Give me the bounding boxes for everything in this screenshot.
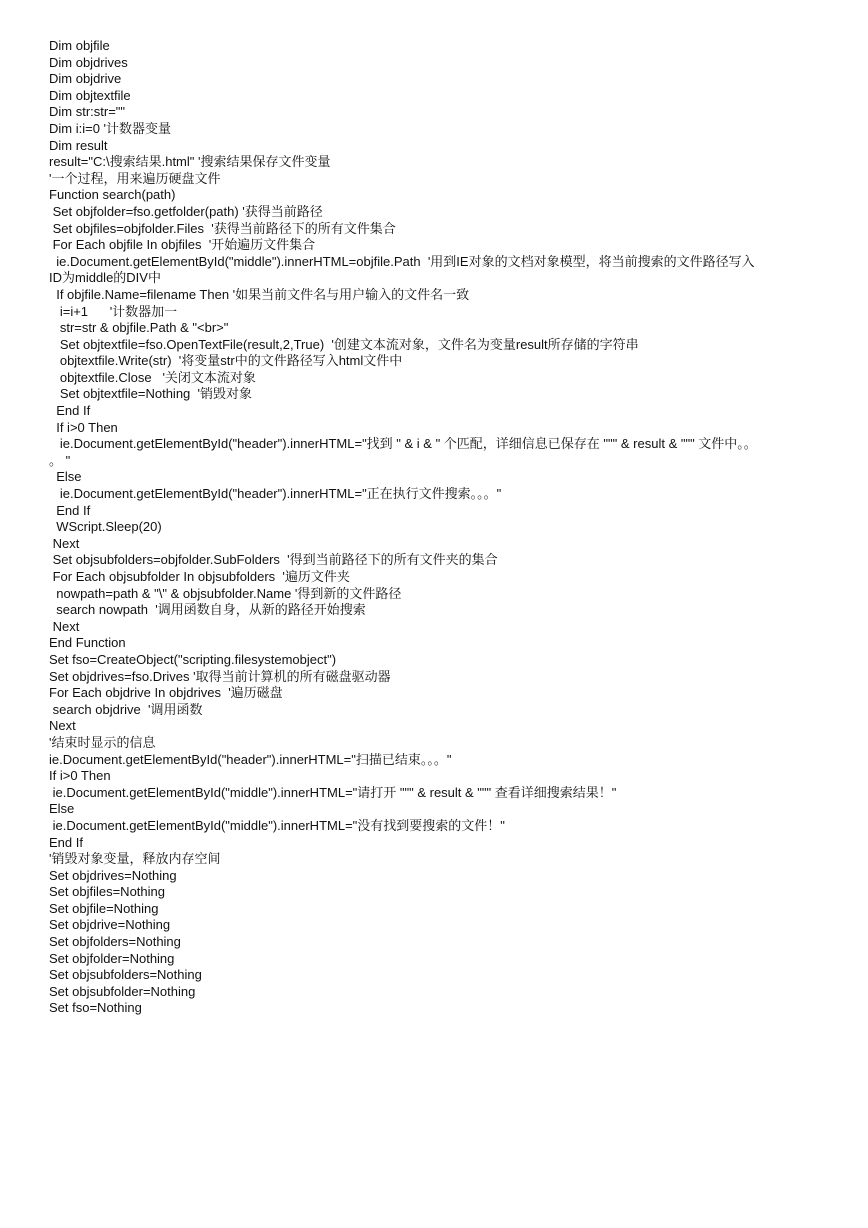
code-line: For Each objsubfolder In objsubfolders '遍历文件夹 <box>49 569 350 584</box>
code-line: ID为middle的DIV中 <box>49 270 161 286</box>
code-line: Set objsubfolders=objfolder.SubFolders '得到当前路径下的所有文件夹的集合 <box>49 552 498 568</box>
code-line: ie.Document.getElementById("middle").innerHTML="没有找到要搜索的文件！" <box>49 817 505 833</box>
code-line: i=i+1 '计数器加一 <box>49 303 178 319</box>
code-line: Function search(path) <box>49 187 176 203</box>
code-line: WScript.Sleep(20) <box>49 519 162 535</box>
code-line: Set objdrives=fso.Drives '取得当前计算机的所有磁盘驱动器 <box>49 668 391 684</box>
code-line: End If <box>49 403 91 419</box>
code-line: Else <box>49 469 82 485</box>
code-line: str=str & objfile.Path & "<br>" <box>49 320 229 336</box>
code-line: End Function <box>49 635 126 651</box>
code-line: Set objsubfolders=Nothing <box>49 967 202 983</box>
code-line: Set objfiles=objfolder.Files '获得当前路径下的所有文件集合 <box>49 220 396 236</box>
code-line: ie.Document.getElementById("header").innerHTML="找到 " & i & " 个匹配，详细信息已保存在 """ & result & """ 文件中。。 <box>49 436 757 452</box>
code-line: Set objsubfolder=Nothing <box>49 983 196 999</box>
code-line: Set objfolders=Nothing <box>49 934 181 950</box>
code-line: '销毁对象变量，释放内存空间 <box>49 851 221 867</box>
code-line: ie.Document.getElementById("middle").innerHTML="请打开 """ & result & """ 查看详细搜索结果！" <box>49 784 617 800</box>
code-line: Set objdrives=Nothing <box>49 867 177 883</box>
code-line: Set objtextfile=fso.OpenTextFile(result,2,True) '创建文本流对象，文件名为变量result所存储的字符串 <box>49 336 639 352</box>
code-line: nowpath=path & "\" & objsubfolder.Name '得到新的文件路径 <box>49 585 402 601</box>
code-line: Dim str:str="" <box>49 104 126 120</box>
code-line: ie.Document.getElementById("middle").innerHTML=objfile.Path '用到IE对象的文档对象模型，将当前搜索的文件路径写入 <box>49 253 755 269</box>
vbscript-code-block <box>49 38 829 1017</box>
code-line: If i>0 Then <box>49 768 111 784</box>
code-line: End If <box>49 834 83 850</box>
code-line: Dim result <box>49 137 108 153</box>
code-line: Set fso=Nothing <box>49 1000 142 1016</box>
code-line: Dim objtextfile <box>49 87 131 103</box>
code-line: '一个过程，用来遍历硬盘文件 <box>49 170 221 186</box>
code-line: ie.Document.getElementById("header").innerHTML="扫描已结束。。。" <box>49 751 452 767</box>
code-line: Dim objdrive <box>49 71 122 87</box>
code-line: Set objfile=Nothing <box>49 900 159 916</box>
code-line: objtextfile.Close '关闭文本流对象 <box>49 369 256 385</box>
code-line: Dim objfile <box>49 38 110 53</box>
code-line: Dim objdrives <box>49 54 128 70</box>
code-line: If objfile.Name=filename Then '如果当前文件名与用户输入的文件名一致 <box>49 286 470 302</box>
code-line: search nowpath '调用函数自身，从新的路径开始搜索 <box>49 602 366 618</box>
code-line: For Each objdrive In objdrives '遍历磁盘 <box>49 685 283 701</box>
code-line: Next <box>49 718 76 734</box>
code-line: Dim i:i=0 '计数器变量 <box>49 120 172 136</box>
code-line: If i>0 Then <box>49 419 118 435</box>
code-line: Set objtextfile=Nothing '销毁对象 <box>49 386 252 402</box>
code-line: End If <box>49 502 91 518</box>
code-line: Set objfiles=Nothing <box>49 884 165 900</box>
code-line: objtextfile.Write(str) '将变量str中的文件路径写入html文件中 <box>49 353 403 369</box>
code-line: Set objfolder=Nothing <box>49 950 175 966</box>
code-line: Set objdrive=Nothing <box>49 917 171 933</box>
code-line: search objdrive '调用函数 <box>49 701 203 717</box>
code-line: ie.Document.getElementById("header").innerHTML="正在执行文件搜索。。。" <box>49 486 502 502</box>
code-line: Else <box>49 801 75 817</box>
code-line: '结束时显示的信息 <box>49 734 156 750</box>
code-line: Set fso=CreateObject("scripting.filesystemobject") <box>49 651 337 667</box>
code-line: Next <box>49 618 80 634</box>
code-line: 。 " <box>49 452 71 468</box>
code-line: Set objfolder=fso.getfolder(path) '获得当前路径 <box>49 203 323 219</box>
code-line: result="C:\搜索结果.html" '搜索结果保存文件变量 <box>49 154 331 170</box>
code-line: For Each objfile In objfiles '开始遍历文件集合 <box>49 237 316 253</box>
code-line: Next <box>49 535 80 551</box>
